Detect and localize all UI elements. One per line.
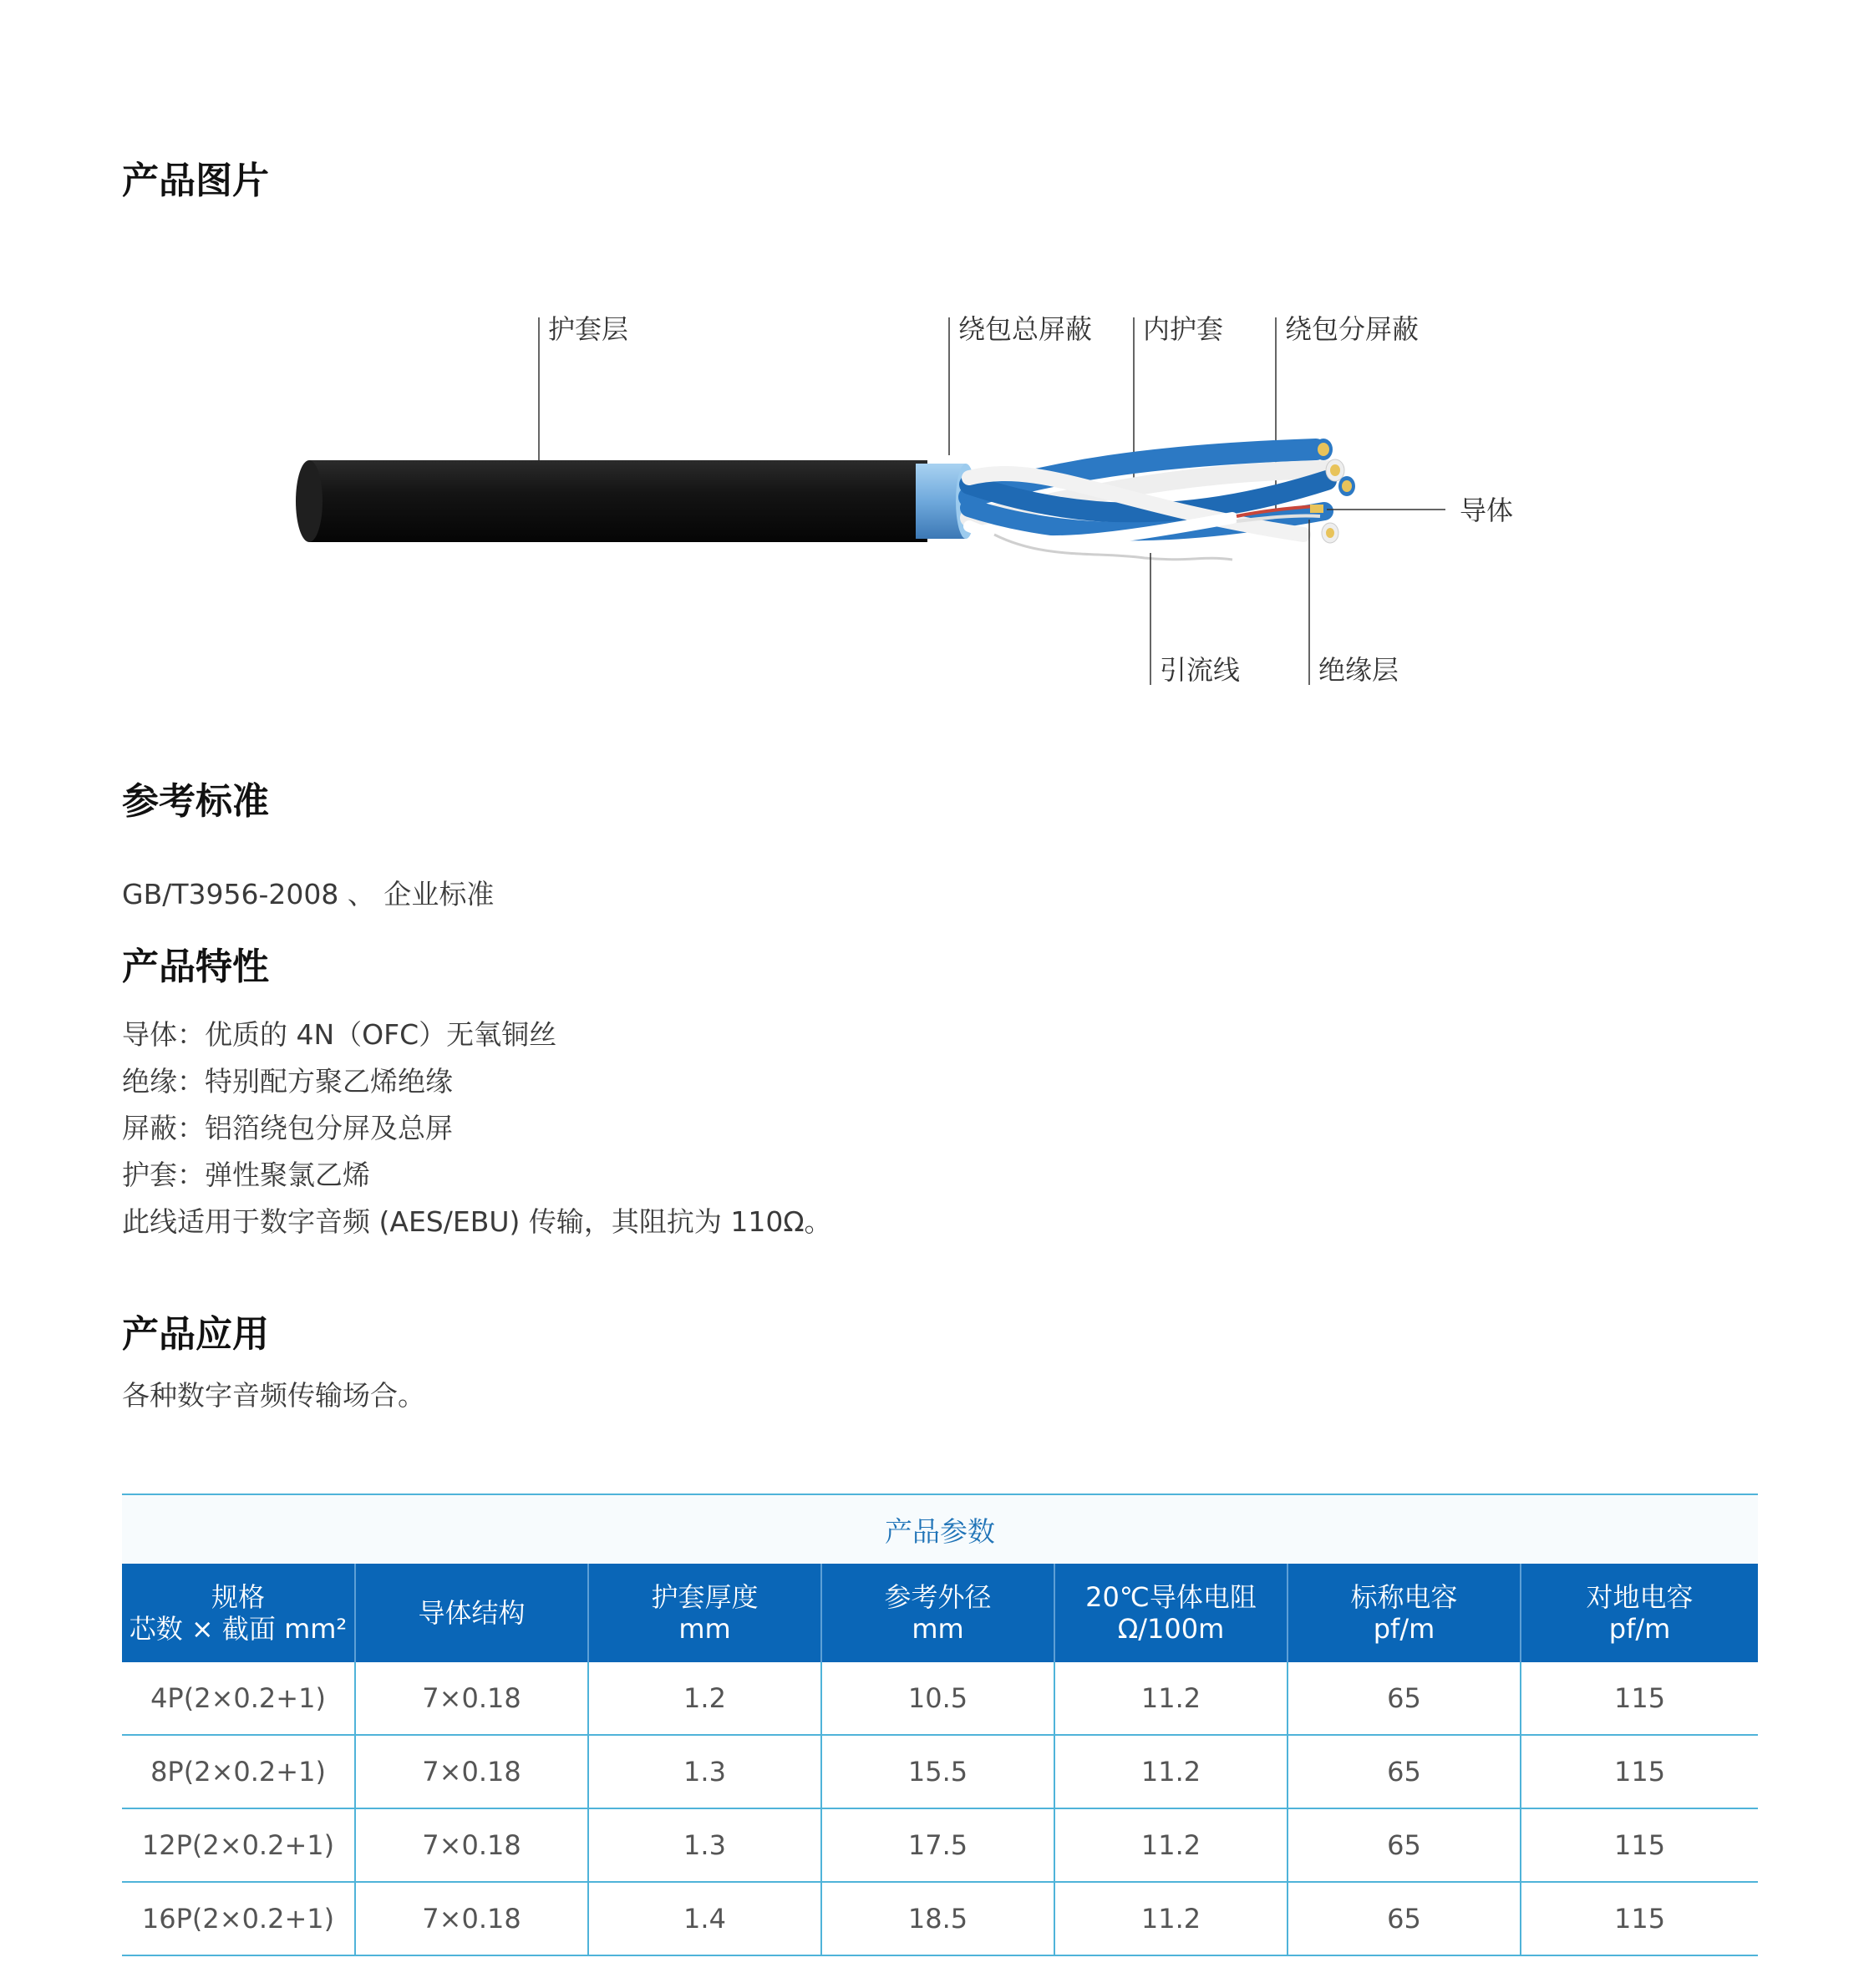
table-cell: 65 [1288,1735,1521,1808]
table-cell: 10.5 [821,1662,1054,1735]
label-insulation: 绝缘层 [1318,654,1399,686]
feature-line: 护套：弹性聚氯乙烯 [122,1159,370,1191]
column-header-jacket-thickness: 护套厚度 mm [588,1564,821,1662]
feature-line: 此线适用于数字音频 (AES/EBU) 传输，其阻抗为 110Ω。 [122,1205,832,1238]
table-row [122,1735,1758,1808]
product-parameter-table [122,1494,1758,1956]
column-header-outer-diameter: 参考外径 mm [821,1564,1054,1662]
table-cell: 1.4 [588,1882,821,1955]
table-cell: 11.2 [1054,1882,1288,1955]
section-title-reference-standard: 参考标准 [122,780,269,823]
label-inner-jacket: 内护套 [1143,313,1224,345]
label-jacket: 护套层 [548,313,629,345]
table-cell: 17.5 [821,1808,1054,1882]
table-header-row [122,1564,1758,1662]
table-cell: 65 [1288,1882,1521,1955]
table-cell: 115 [1521,1882,1758,1955]
table-cell: 8P(2×0.2+1) [122,1735,355,1808]
table-cell: 115 [1521,1808,1758,1882]
section-title-product-picture: 产品图片 [122,160,269,202]
table-cell: 16P(2×0.2+1) [122,1882,355,1955]
table-cell: 18.5 [821,1882,1054,1955]
table-cell: 7×0.18 [355,1808,588,1882]
label-conductor: 导体 [1460,494,1514,526]
cable-structure-diagram [276,292,1546,710]
table-cell: 7×0.18 [355,1735,588,1808]
section-title-product-application: 产品应用 [122,1313,269,1356]
column-header-spec: 规格 芯数 × 截面 mm² [122,1564,355,1662]
cable-jacket [296,460,927,542]
feature-line: 导体：优质的 4N（OFC）无氧铜丝 [122,1018,557,1051]
table-cell: 65 [1288,1808,1521,1882]
table-row [122,1808,1758,1882]
column-header-conductor-resistance: 20℃导体电阻 Ω/100m [1054,1564,1288,1662]
table-cell: 11.2 [1054,1735,1288,1808]
table-cell: 65 [1288,1662,1521,1735]
table-row [122,1882,1758,1955]
table-cell: 115 [1521,1735,1758,1808]
application-text: 各种数字音频传输场合。 [122,1379,425,1412]
label-drain-wire: 引流线 [1160,654,1241,686]
table-cell: 7×0.18 [355,1882,588,1955]
table-cell: 4P(2×0.2+1) [122,1662,355,1735]
table-cell: 7×0.18 [355,1662,588,1735]
table-cell: 15.5 [821,1735,1054,1808]
section-title-product-features: 产品特性 [122,946,269,988]
table-cell: 11.2 [1054,1808,1288,1882]
table-cell: 1.3 [588,1735,821,1808]
feature-line: 绝缘：特别配方聚乙烯绝缘 [122,1065,453,1098]
table-cell: 12P(2×0.2+1) [122,1808,355,1882]
table-caption: 产品参数 [122,1494,1758,1564]
standard-text: GB/T3956-2008 、 企业标准 [122,878,495,910]
column-header-conductor-structure: 导体结构 [355,1564,588,1662]
column-header-nominal-capacitance: 标称电容 pf/m [1288,1564,1521,1662]
feature-line: 屏蔽：铝箔绕包分屏及总屏 [122,1112,453,1144]
column-header-ground-capacitance: 对地电容 pf/m [1521,1564,1758,1662]
table-row [122,1662,1758,1735]
table-cell: 1.3 [588,1808,821,1882]
label-pair-shield: 绕包分屏蔽 [1285,313,1420,345]
table-cell: 115 [1521,1662,1758,1735]
label-overall-shield: 绕包总屏蔽 [958,313,1093,345]
table-cell: 1.2 [588,1662,821,1735]
table-cell: 11.2 [1054,1662,1288,1735]
table-caption-row [122,1494,1758,1564]
twisted-cores [969,439,1355,560]
